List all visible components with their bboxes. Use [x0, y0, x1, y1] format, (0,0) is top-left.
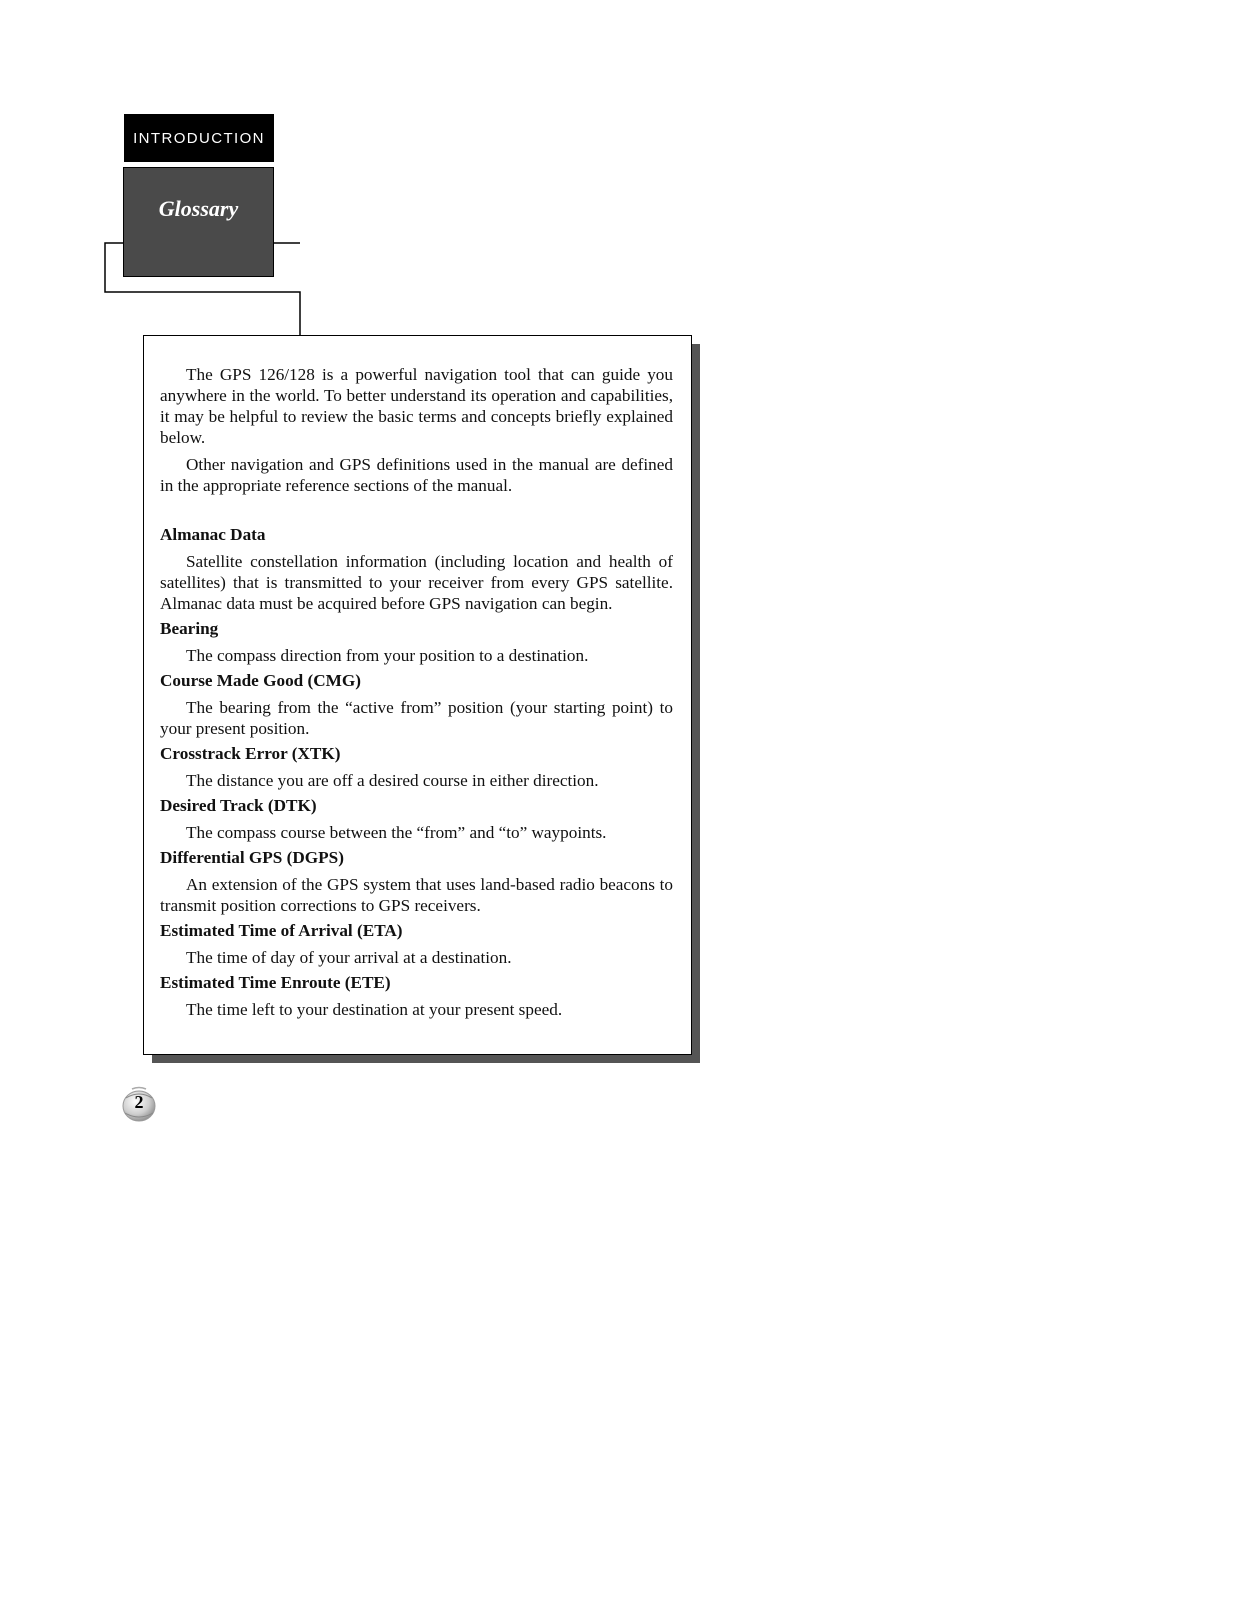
glossary-term: Estimated Time Enroute (ETE): [160, 973, 391, 992]
glossary-entry: [160, 920, 673, 968]
glossary-definition: The time left to your destination at your present speed.: [186, 1000, 563, 1019]
glossary-definition: Satellite constellation information (including location and health of satellites) that is transmitted to your receiver from every GPS satellite. Almanac data must be acquired before GPS navigation can begin.: [160, 552, 673, 613]
glossary-definition: The distance you are off a desired course in either direction.: [186, 771, 599, 790]
glossary-definition: The bearing from the “active from” position (your starting point) to your present position.: [160, 698, 673, 738]
glossary-entry: [160, 670, 673, 739]
glossary-entry: [160, 524, 673, 614]
glossary-entry: [160, 795, 673, 843]
glossary-term: Bearing: [160, 619, 219, 638]
glossary-entry: [160, 618, 673, 666]
intro-paragraph: Other navigation and GPS definitions used in the manual are defined in the appropriate reference sections of the manual.: [160, 455, 673, 495]
section-tab: [124, 114, 274, 162]
glossary-term: Desired Track (DTK): [160, 796, 317, 815]
glossary-term: Differential GPS (DGPS): [160, 848, 344, 867]
glossary-term: Almanac Data: [160, 525, 266, 544]
content-panel: [143, 335, 692, 1055]
glossary-list: [160, 524, 673, 1020]
intro-paragraph: The GPS 126/128 is a powerful navigation tool that can guide you anywhere in the world. To better understand its operation and capabilities, it may be helpful to review the basic terms and concepts briefly explained below.: [160, 365, 673, 447]
glossary-entry: [160, 847, 673, 916]
glossary-term: Crosstrack Error (XTK): [160, 744, 341, 763]
glossary-entry: [160, 972, 673, 1020]
glossary-entry: [160, 743, 673, 791]
glossary-definition: An extension of the GPS system that uses land-based radio beacons to transmit position corrections to GPS receivers.: [160, 875, 673, 915]
glossary-definition: The compass direction from your position to a destination.: [186, 646, 589, 665]
glossary-term: Estimated Time of Arrival (ETA): [160, 921, 403, 940]
glossary-definition: The time of day of your arrival at a destination.: [186, 948, 512, 967]
topic-box: [123, 167, 274, 277]
section-title: INTRODUCTION: [133, 129, 265, 147]
glossary-definition: The compass course between the “from” and “to” waypoints.: [186, 823, 607, 842]
topic-title: Glossary: [158, 196, 239, 221]
page-number: 2: [134, 1092, 144, 1112]
glossary-term: Course Made Good (CMG): [160, 671, 361, 690]
